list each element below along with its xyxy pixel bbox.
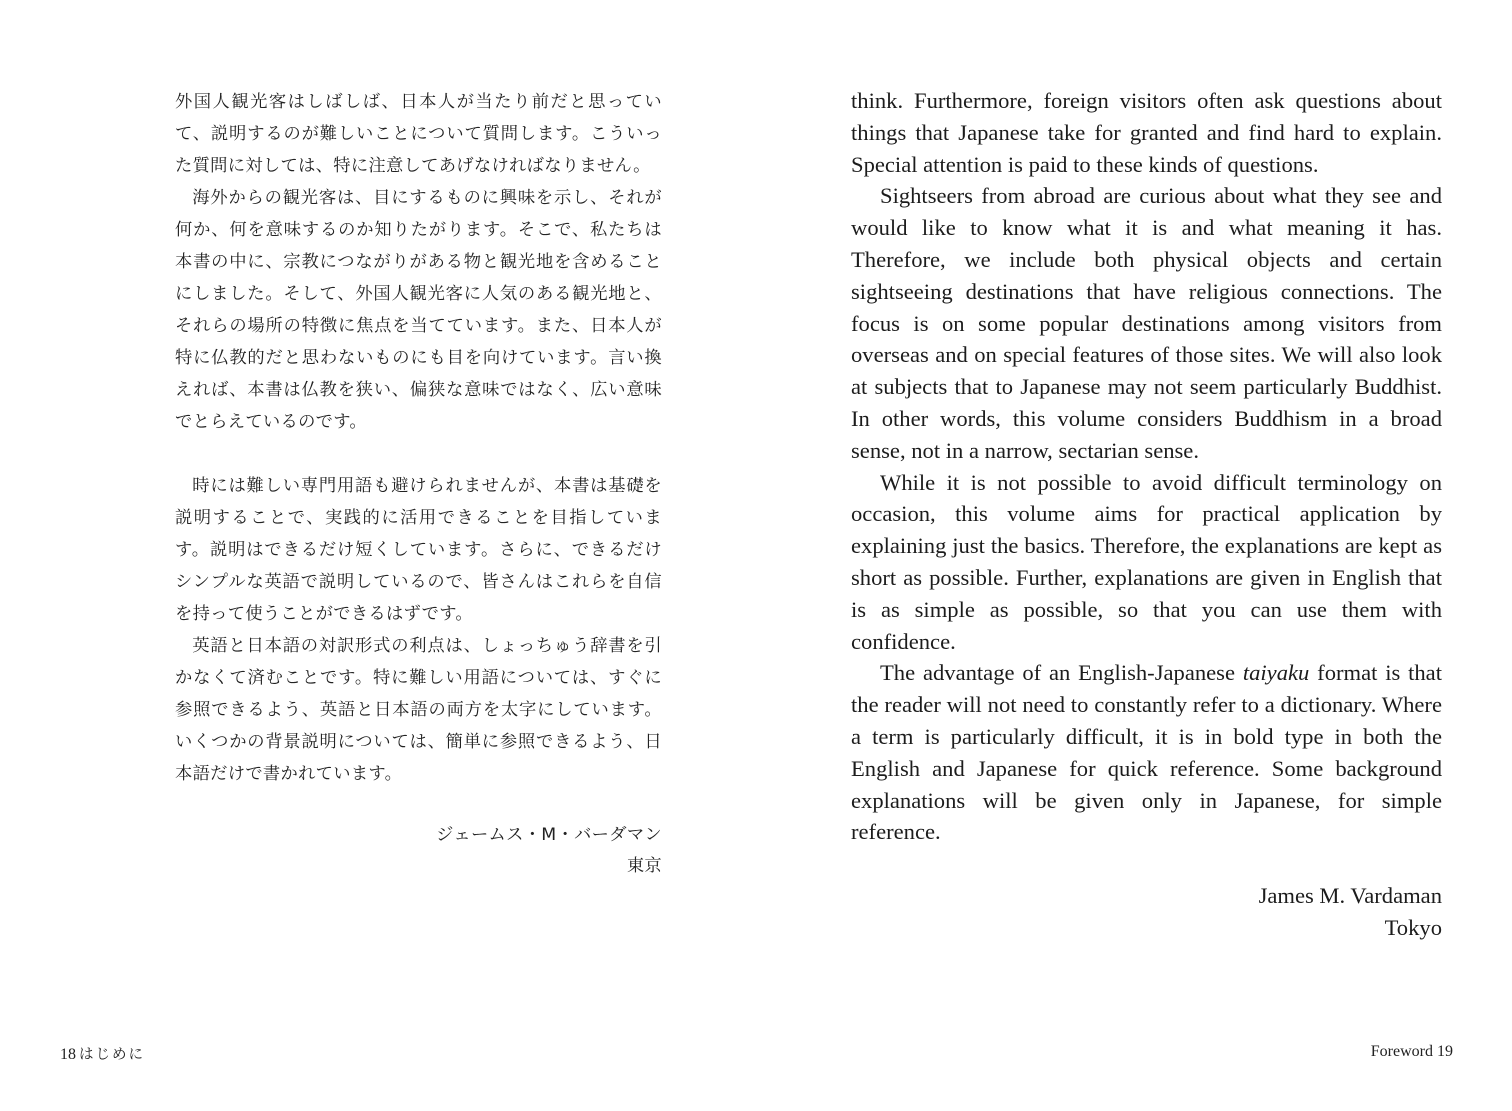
left-page-footer: [60, 1043, 145, 1064]
ja-paragraph-1: 外国人観光客はしばしば、日本人が当たり前だと思っていて、説明するのが難しいことについて質問します。こういった質問に対しては、特に注意してあげなければなりません。: [175, 92, 662, 176]
en-paragraph-1: think. Furthermore, foreign visitors often ask questions about things that Japanese take for granted and find hard to explain. Special attention is paid to these kinds of questions.: [851, 88, 1442, 177]
en-paragraph-2: Sightseers from abroad are curious about what they see and would like to know what it is and what meaning it has. Therefore, we include both physical objects and certain sightseeing destinations that have religious connections. The focus is on some popular destinations among visitors from overseas and on special features of those sites. We will also look at subjects that to Japanese may not seem particularly Buddhist. In other words, this volume considers Buddhism in a broad sense, not in a narrow, sectarian sense.: [851, 183, 1442, 463]
en-paragraph-4-start: The advantage of an English-Japanese: [880, 660, 1243, 686]
right-page-footer: Foreword 19: [1370, 1043, 1453, 1060]
en-paragraph-4-end: format is that the reader will not need to constantly refer to a dictionary. Where a term is particularly difficult, it is in bold type in both the English and Japanese for quick reference. Some background explanations will be given only in Japanese, for simple reference.: [851, 660, 1442, 845]
ja-signature-name: ジェームス・M・バーダマン: [436, 825, 662, 845]
left-running-head: はじめに: [79, 1047, 145, 1063]
en-signature-name: James M. Vardaman: [1258, 883, 1442, 909]
ja-paragraph-2: 海外からの観光客は、目にするものに興味を示し、それが何か、何を意味するのか知りたがります。そこで、私たちは本書の中に、宗教につながりがある物と観光地を含めることにしました。そして、外国人観光客に人気のある観光地と、それらの場所の特徴に焦点を当てています。また、日本人が特に仏教的だと思わないものにも目を向けています。言い換えれば、本書は仏教を狭い、偏狭な意味ではなく、広い意味でとらえているのです。: [175, 188, 662, 432]
japanese-text-block: [175, 86, 662, 882]
left-page-number: 18: [60, 1046, 76, 1063]
paragraph-gap: [175, 438, 662, 470]
taiyaku-term: taiyaku: [1242, 660, 1310, 686]
en-signature-place: Tokyo: [1384, 915, 1442, 941]
en-paragraph-4: [851, 657, 1442, 848]
ja-signature: [175, 820, 662, 882]
ja-paragraph-3: 時には難しい専門用語も避けられませんが、本書は基礎を説明することで、実践的に活用できることを目指しています。説明はできるだけ短くしています。さらに、できるだけシンプルな英語で説明しているので、皆さんはこれらを自信を持って使うことができるはずです。: [175, 476, 662, 624]
en-paragraph-3: While it is not possible to avoid difficult terminology on occasion, this volume aims for practical application by explaining just the basics. Therefore, the explanations are kept as short as possible. Further, explanations are given in English that is as simple as possible, so that you can use them with confidence.: [851, 469, 1442, 654]
ja-signature-place: 東京: [626, 856, 662, 876]
en-signature: [851, 880, 1442, 944]
english-text-block: [851, 85, 1442, 944]
right-page: [756, 0, 1512, 1111]
ja-paragraph-4: 英語と日本語の対訳形式の利点は、しょっちゅう辞書を引かなくて済むことです。特に難しい用語については、すぐに参照できるよう、英語と日本語の両方を太字にしています。いくつかの背景説明については、簡単に参照できるよう、日本語だけで書かれています。: [175, 636, 662, 784]
